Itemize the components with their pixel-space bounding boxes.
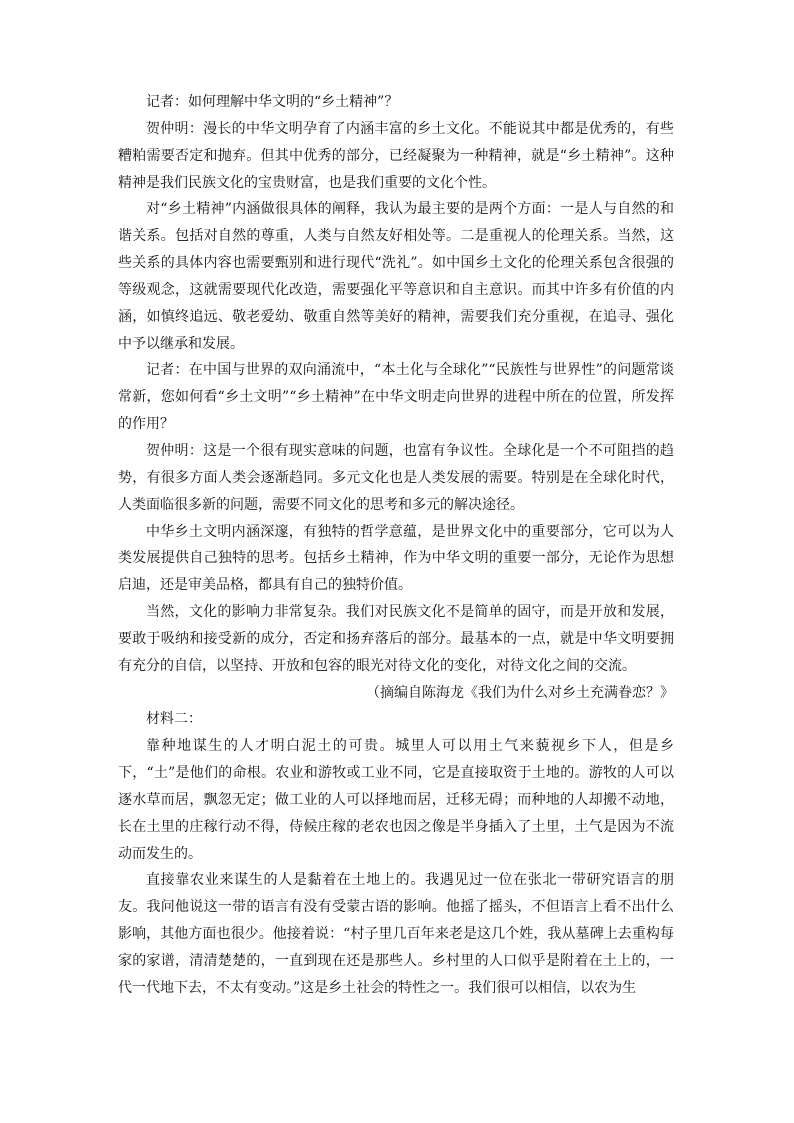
source-attribution: （摘编自陈海龙《我们为什么对乡土充满眷恋？》 [366,684,674,701]
paragraph-he-answer-3: 贺仲明：这是一个很有现实意味的问题，也富有争议性。全球化是一个不可阻挡的趋势，有很多方面人类会逐渐趋同。多元文化也是人类发展的需要。特别是在全球化时代，人类面临很多新的问题，需要不同文化的思考和多元的解决途径。 [118,442,674,513]
paragraph-material2-2: 直接靠农业来谋生的人是黏着在土地上的。我遇见过一位在张北一带研究语言的朋友。我问他说这一带的语言有没有受蒙古语的影响。他摇了摇头，不但语言上看不出什么影响，其他方面也很少。他接着说：“村子里几百年来老是这几个姓，我从墓碑上去重构每家的家谱，清清楚楚的，一直到现在还是那些人。乡村里的人口似乎是附着在土上的，一代一代地下去，不太有变动。”这是乡土社会的特性之一。我们很可以相信，以农为生 [118,872,674,996]
paragraph-he-answer-1: 贺仲明：漫长的中华文明孕育了内涵丰富的乡土文化。不能说其中都是优秀的，有些糟粕需要否定和抛弃。但其中优秀的部分，已经凝聚为一种精神，就是“乡土精神”。这种精神是我们民族文化的宝贵财富，也是我们重要的文化个性。 [118,120,674,191]
document-page [118,89,674,1002]
paragraph-reporter-question-1: 记者：如何理解中华文明的“乡土精神”？ [146,94,399,110]
paragraph-he-answer-5: 当然，文化的影响力非常复杂。我们对民族文化不是简单的固守，而是开放和发展，要敢于吸纳和接受新的成分，否定和扬弃落后的部分。最基本的一点，就是中华文明要拥有充分的自信，以坚持、开放和包容的眼光对待文化的变化，对待文化之间的交流。 [118,604,674,674]
paragraph-he-answer-4: 中华乡土文明内涵深邃，有独特的哲学意蕴，是世界文化中的重要部分，它可以为人类发展提供自己独特的思考。包括乡土精神，作为中华文明的重要一部分，无论作为思想启迪，还是审美品格，都具有自己的独特价值。 [118,523,674,594]
paragraph-material2-1: 靠种地谋生的人才明白泥土的可贵。城里人可以用土气来藐视乡下人，但是乡下，“土”是他们的命根。农业和游牧或工业不同，它是直接取资于土地的。游牧的人可以逐水草而居，飘忽无定；做工业的人可以择地而居，迁移无碍；而种地的人却搬不动地，长在土里的庄稼行动不得，侍候庄稼的老农也因之像是半身插入了土里，土气是因为不流动而发生的。 [118,738,674,862]
paragraph-he-answer-2: 对“乡土精神”内涵做很具体的阐释，我认为最主要的是两个方面：一是人与自然的和谐关系。包括对自然的尊重，人类与自然友好相处等。二是重视人的伦理关系。当然，这些关系的具体内容也需要甄别和进行现代“洗礼”。如中国乡土文化的伦理关系包含很强的等级观念，这就需要现代化改造，需要强化平等意识和自主意识。而其中许多有价值的内涵，如慎终追远、敬老爱幼、敬重自然等美好的精神，需要我们充分重视，在追寻、强化中予以继承和发展。 [118,201,674,352]
paragraph-reporter-question-2: 记者：在中国与世界的双向涌流中，“本土化与全球化”“民族性与世界性”的问题常谈常新，您如何看“乡土文明”“乡土精神”在中华文明走向世界的进程中所在的位置，所发挥的作用？ [118,362,674,433]
section-label-material-2: 材料二： [146,711,202,728]
